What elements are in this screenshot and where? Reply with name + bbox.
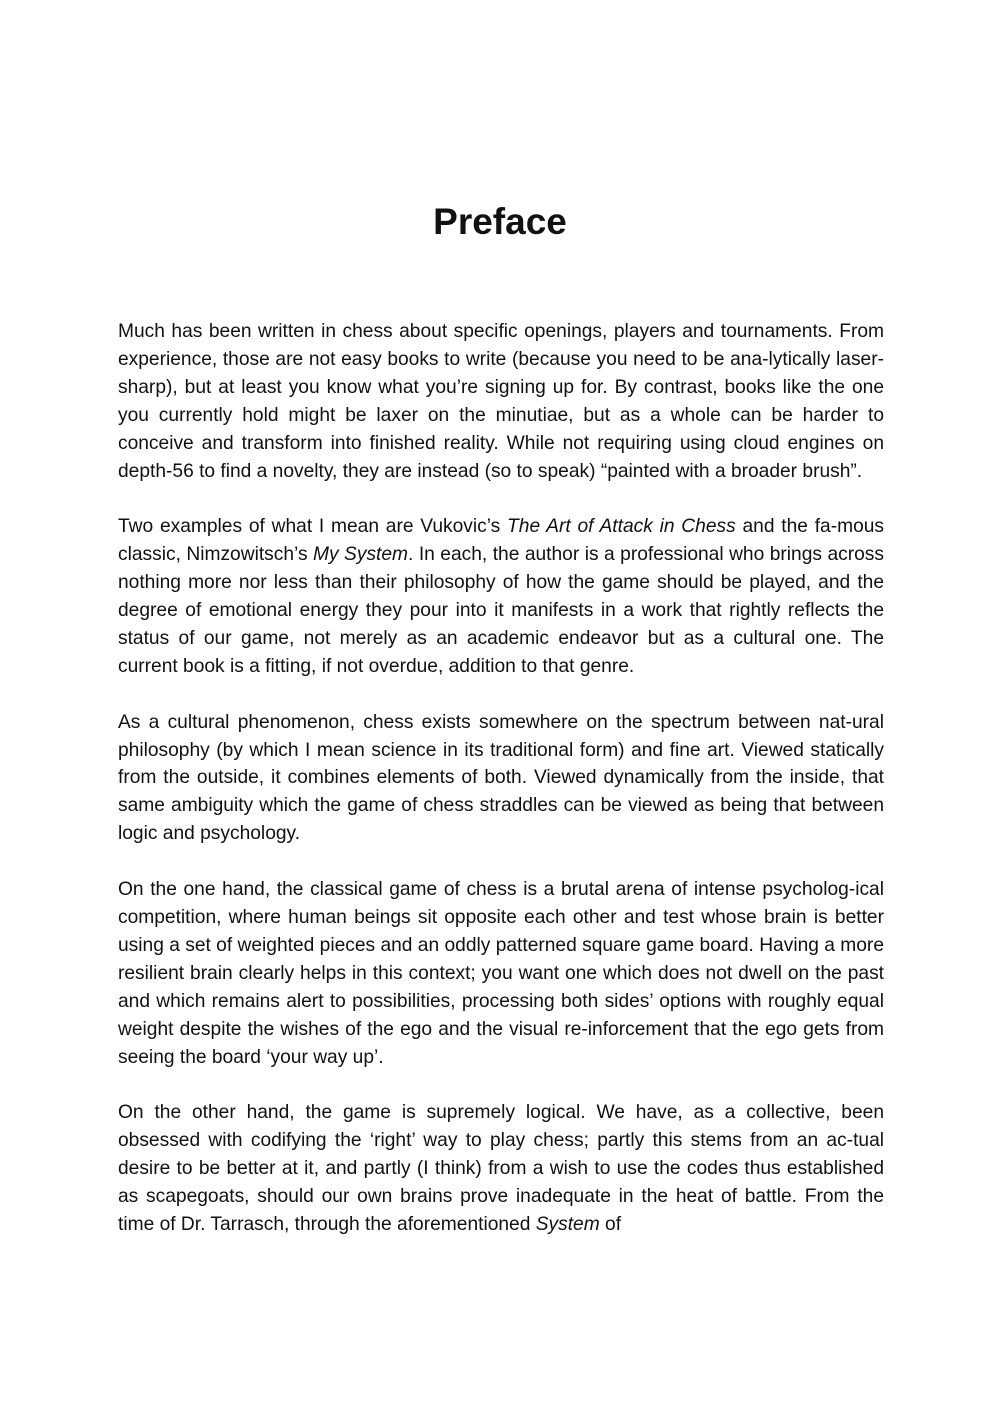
text-run: of xyxy=(599,1213,622,1235)
page-title: Preface xyxy=(433,201,567,242)
paragraph xyxy=(118,318,884,485)
book-title: The Art of Attack in Chess xyxy=(507,516,736,538)
body-text xyxy=(118,318,884,1239)
paragraph xyxy=(118,1099,884,1239)
paragraph xyxy=(118,709,884,849)
book-title: My System xyxy=(313,544,409,566)
paragraph xyxy=(118,876,884,1071)
text-run: Two examples of what I mean are Vukovic’s xyxy=(118,516,508,538)
text-run: . In each, the author is a professional who brings across nothing more nor less than their philosophy of how the game should be played, and the degree of emotional energy they pour into it manifests in a work that rightly reflects the status of our game, not merely as an academic endeavor but as a cultural one. The current book is a fitting, if not overdue, addition to that genre. xyxy=(118,544,884,677)
text-run: Much has been written in chess about specific openings, players and tournaments. From experience, those are not easy books to write (because you need to be ana-lytically laser-sharp), but at least you know what you’re signing up for. By contrast, books like the one you currently hold might be laxer on the minutiae, but as a whole can be harder to conceive and transform into finished reality. While not requiring using cloud engines on depth-56 to find a novelty, they are instead (so to speak) “painted with a broader brush”. xyxy=(118,321,884,482)
text-run: On the other hand, the game is supremely logical. We have, as a collective, been obsessed with codifying the ‘right’ way to play chess; partly this stems from an ac-tual desire to be better at it, and partly (I think) from a wish to use the codes thus established as scapegoats, should our own brains prove inadequate in the heat of battle. From the time of Dr. Tarrasch, through the aforementioned xyxy=(118,1102,884,1235)
paragraph xyxy=(118,513,884,680)
text-run: On the one hand, the classical game of chess is a brutal arena of intense psycholog-ical competition, where human beings sit opposite each other and test whose brain is better using a set of weighted pieces and an oddly patterned square game board. Having a more resilient brain clearly helps in this context; you want one which does not dwell on the past and which remains alert to possibilities, processing both sides’ options with roughly equal weight despite the wishes of the ego and the visual re-inforcement that the ego gets from seeing the board ‘your way up’. xyxy=(118,879,884,1068)
book-title: System xyxy=(535,1213,600,1235)
text-run: As a cultural phenomenon, chess exists somewhere on the spectrum between nat-ural philosophy (by which I mean science in its traditional form) and fine art. Viewed statically from the outside, it combines elements of both. Viewed dynamically from the inside, that same ambiguity which the game of chess straddles can be viewed as being that between logic and psychology. xyxy=(118,711,884,845)
text-run: and the fa-mous classic, Nimzowitsch’s xyxy=(118,516,885,566)
